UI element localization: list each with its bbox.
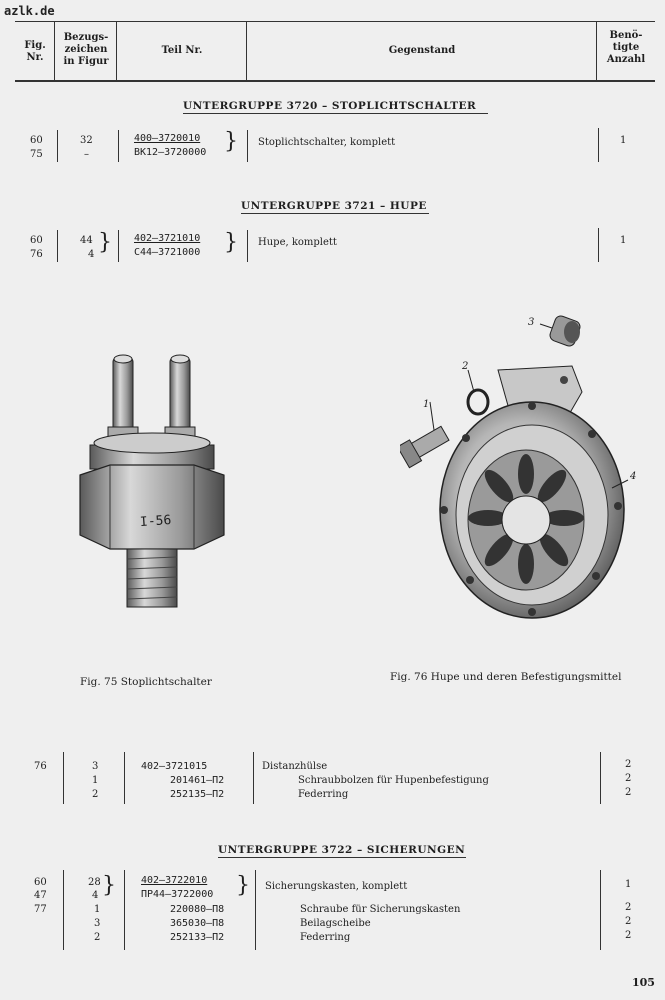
header-teil-nr: Teil Nr. [161, 45, 203, 56]
header-bezugszeichen: Bezugs- zeichen in Figur [63, 32, 109, 67]
part-number: 402–3721015 [141, 761, 208, 772]
ref-number: 32 [80, 135, 93, 146]
callout-label: 1 [423, 399, 430, 410]
item-description: Beilagscheibe [300, 918, 371, 929]
column-rule [598, 228, 599, 262]
section-title-3720: UNTERGRUPPE 3720 – STOPLICHTSCHALTER [183, 100, 477, 112]
item-quantity: 1 [625, 879, 632, 890]
item-quantity: 2 [625, 902, 632, 913]
fig-number: 60 [30, 135, 43, 146]
fig-number: 60 [30, 235, 43, 246]
fig-number: 77 [34, 904, 47, 915]
fig75-caption: Fig. 75 Stoplichtschalter [80, 676, 212, 688]
item-quantity: 2 [625, 759, 632, 770]
ref-number: 3 [94, 918, 101, 929]
callout-label: 2 [462, 361, 469, 372]
item-description: Distanzhülse [262, 761, 328, 772]
part-number: ПР44–3722000 [141, 889, 214, 900]
part-number: 252135–П2 [170, 789, 225, 800]
column-rule [247, 230, 248, 262]
grouping-brace: } [102, 873, 116, 898]
header-fig-nr: Fig. Nr. [24, 40, 46, 63]
part-number: 402–3721010 [134, 233, 201, 244]
column-rule [247, 130, 248, 162]
section-title-3722: UNTERGRUPPE 3722 – SICHERUNGEN [218, 844, 466, 856]
column-rule [118, 130, 119, 162]
item-description: Hupe, komplett [258, 237, 337, 248]
column-rule [255, 870, 256, 950]
callout-label: 4 [630, 471, 637, 482]
part-number: 201461–П2 [170, 775, 225, 786]
fig-number: 76 [30, 249, 43, 260]
section-title-underline [183, 113, 488, 114]
column-rule [63, 870, 64, 950]
grouping-brace: } [236, 873, 250, 898]
ref-number: 1 [94, 904, 101, 915]
column-rule [57, 130, 58, 162]
grouping-brace: } [98, 230, 112, 255]
column-rule [57, 230, 58, 262]
item-description: Schraubbolzen für Hupenbefestigung [298, 775, 489, 786]
part-number: 402–3722010 [141, 875, 208, 886]
part-number: C44–3721000 [134, 247, 201, 258]
column-rule [600, 752, 601, 804]
fig76-horn-illustration [400, 310, 640, 630]
fig-number: 75 [30, 149, 43, 160]
item-quantity: 2 [625, 916, 632, 927]
part-number: BK12–3720000 [134, 147, 207, 158]
fig-number: 47 [34, 890, 47, 901]
item-quantity: 2 [625, 787, 632, 798]
header-bottom-rule [15, 80, 655, 82]
site-watermark: azlk.de [4, 4, 55, 18]
section-title-3721: UNTERGRUPPE 3721 – HUPE [241, 200, 427, 212]
header-top-rule [15, 21, 655, 22]
item-description: Stoplichtschalter, komplett [258, 137, 396, 148]
item-description: Sicherungskasten, komplett [265, 881, 408, 892]
ref-number: 4 [88, 249, 95, 260]
ref-number: 2 [94, 932, 101, 943]
item-quantity: 1 [620, 135, 627, 146]
item-quantity: 1 [620, 235, 627, 246]
ref-number: 28 [88, 877, 101, 888]
fig-number: 60 [34, 877, 47, 888]
ref-number: 4 [92, 890, 99, 901]
column-rule [63, 752, 64, 804]
fig75-stamp: I-56 [139, 512, 172, 531]
grouping-brace: } [224, 230, 238, 255]
item-description: Federring [300, 932, 351, 943]
ref-number: 44 [80, 235, 93, 246]
ref-number: – [84, 149, 89, 160]
column-rule [598, 128, 599, 162]
item-description: Schraube für Sicherungskasten [300, 904, 461, 915]
column-rule [124, 870, 125, 950]
header-gegenstand: Gegenstand [388, 45, 456, 56]
ref-number: 1 [92, 775, 99, 786]
part-number: 400–3720010 [134, 133, 201, 144]
column-rule [118, 230, 119, 262]
fig-number: 76 [34, 761, 47, 772]
section-title-underline [218, 857, 466, 858]
column-rule [600, 870, 601, 950]
part-number: 252133–П2 [170, 932, 225, 943]
callout-label: 3 [528, 317, 535, 328]
page-number: 105 [632, 976, 655, 989]
header-anzahl: Benö- tigte Anzahl [606, 30, 646, 65]
fig76-caption: Fig. 76 Hupe und deren Befestigungsmittel [390, 671, 622, 683]
part-number: 365030–П8 [170, 918, 225, 929]
ref-number: 3 [92, 761, 99, 772]
column-rule [124, 752, 125, 804]
part-number: 220080–П8 [170, 904, 225, 915]
fig75-switch-illustration [70, 345, 245, 615]
item-quantity: 2 [625, 773, 632, 784]
item-description: Federring [298, 789, 349, 800]
item-quantity: 2 [625, 930, 632, 941]
grouping-brace: } [224, 129, 238, 154]
section-title-underline [241, 213, 429, 214]
ref-number: 2 [92, 789, 99, 800]
column-rule [253, 752, 254, 804]
